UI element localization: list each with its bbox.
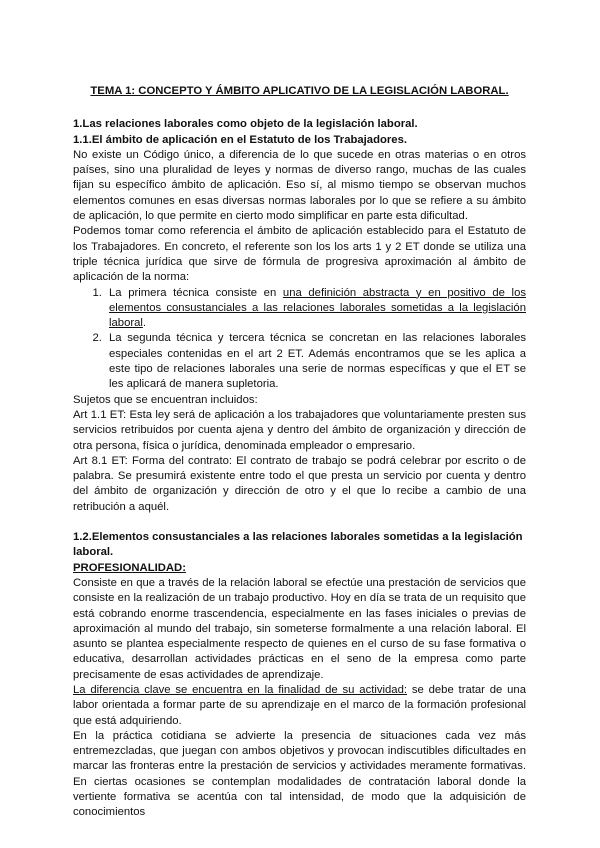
underlined-text: una definición abstracta y en positivo de los elementos consustanciales a las relaciones laborales sometidas a la legislación laboral [109,286,527,330]
list-item-text: . [142,317,147,330]
list-item: 2. La segunda técnica y tercera técnica se concretan en las relaciones laborales especiales contenidas en el art 2 ET. Además encontramos que se les aplica a este tipo de relaciones laborales una serie de normas específicas y que el ET se les aplicará de manera supletoria. [105,331,526,392]
technique-list [73,286,526,393]
paragraph: Art 1.1 ET: Esta ley será de aplicación a los trabajadores que voluntariamente presten sus servicios retribuidos por cuenta ajena y dentro del ámbito de organización y dirección de otra persona, física o jurídica, denominada empleador o empresario. [73,408,526,452]
section-1-2-heading: 1.2.Elementos consustanciales a las relaciones laborales sometidas a la legislación laboral. [73,531,523,559]
underlined-text: La diferencia clave se encuentra en la finalidad de su actividad: [73,683,408,696]
paragraph: No existe un Código único, a diferencia de lo que sucede en otras materias o en otros países, sino una pluralidad de leyes y normas de diverso rango, muchas de las cuales fijan su específico ámbito de aplicación. Eso sí, al mismo tiempo se observan muchos elementos comunes en esas diversas normas laborales por lo que se refiere a su ámbito de aplicación, lo que permite en cierto modo simplificar en parte esta dificultad. [73,148,526,223]
page-title: TEMA 1: CONCEPTO Y ÁMBITO APLICATIVO DE LA LEGISLACIÓN LABORAL. [90,85,509,97]
paragraph: Sujetos que se encuentran incluidos: [73,393,258,406]
paragraph: Consiste en que a través de la relación laboral se efectúe una prestación de servicios que consiste en la realización de un trabajo productivo. Hoy en día se trata de un requisito que está cobrando enorme trascendencia, especialmente en las fases iniciales o previas de aproximación al mundo del trabajo, sin someterse formalmente a una relación laboral. El asunto se plantea especialmente respecto de quienes en el curso de su fase formativa o educativa, desarrollan actividades prácticas en el seno de la empresa como parte precisamente de esas actividades de aprendizaje. [73,576,526,681]
paragraph [73,683,526,729]
list-item [105,286,526,332]
paragraph: Art 8.1 ET: Forma del contrato: El contrato de trabajo se podrá celebrar por escrito o de palabra. Se presumirá existente entre todo el que presta un servicio por cuenta y dentro del ámbito de organización y dirección de otro y el que lo recibe a cambio de una retribución a aquél. [73,454,526,513]
subheading-profesionalidad: PROFESIONALIDAD: [73,561,186,574]
section-1-1-heading: 1.1.El ámbito de aplicación en el Estatuto de los Trabajadores. [73,133,407,146]
section-1-heading: 1.Las relaciones laborales como objeto de la legislación laboral. [73,118,418,131]
document-page [73,84,526,821]
paragraph-text: se debe tratar de una labor orientada a formar parte de su aprendizaje en el marco de la formación profesional que está adquiriendo. [73,683,526,727]
paragraph: En la práctica cotidiana se advierte la presencia de situaciones cada vez más entremezcladas, que juegan con ambos objetivos y provocan indiscutibles dificultades en marcar las fronteras entre la prestación de servicios y actividades meramente formativas. En ciertas ocasiones se contemplan modalidades de contratación laboral donde la vertiente formativa se acentúa con tal intensidad, de modo que la adquisición de conocimientos [73,729,526,819]
list-item-text: La primera técnica consiste en [109,286,283,299]
paragraph: Podemos tomar como referencia el ámbito de aplicación establecido para el Estatuto de los Trabajadores. En concreto, el referente son los los arts 1 y 2 ET donde se utiliza una triple técnica jurídica que sirve de fórmula de progresiva aproximación al ámbito de aplicación de la norma: [73,225,526,284]
